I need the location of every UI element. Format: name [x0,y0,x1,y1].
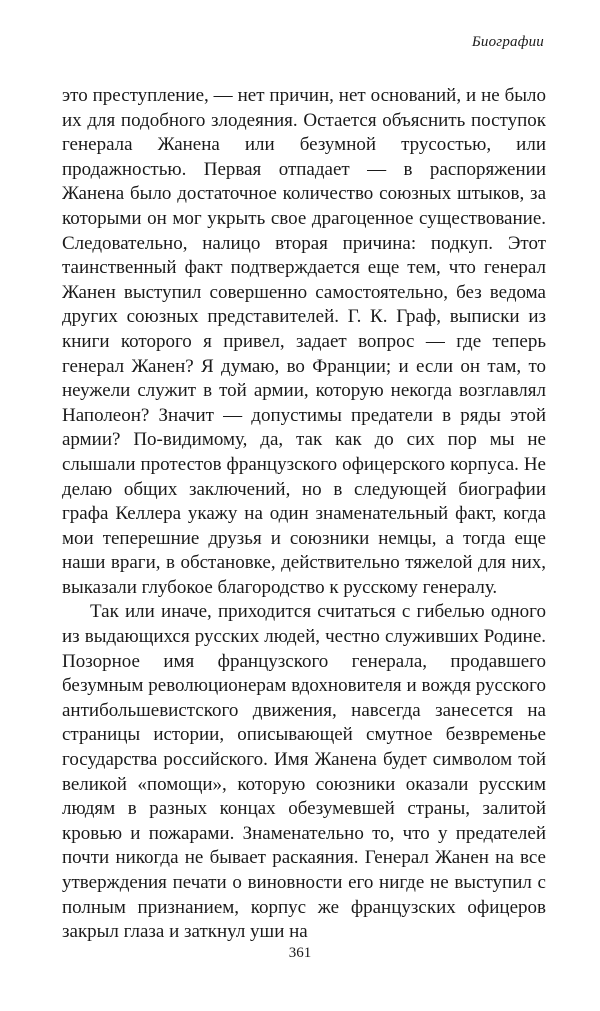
paragraph-continued: это преступление, — нет причин, нет оснований, и не было их для подобного злодеяния. Остается объяснить поступок генерала Жанена или безумной трусостью, или продажностью. Первая отпадает — в распоряжении Жанена было достаточное количество союзных штыков, за которыми он мог укрыть свое драгоценное существование. Следовательно, налицо вторая причина: подкуп. Этот таинственный факт подтверждается еще тем, что генерал Жанен выступил совершенно самостоятельно, без ведома других союзных представителей. Г. К. Граф, выписки из книги которого я привел, задает вопрос — где теперь генерал Жанен? Я думаю, во Франции; и если он там, то неужели служит в той армии, которую некогда возглавлял Наполеон? Значит — допустимы предатели в ряды этой армии? По-видимому, да, так как до сих пор мы не слышали протестов французского офицерского корпуса. Не делаю общих заключений, но в следующей биографии графа Келлера укажу на один знаменательный факт, когда мои теперешние друзья и союзники немцы, а тогда еще наши враги, в обстановке, действительно тяжелой для них, выказали глубокое благородство к русскому генералу. [62,85,546,598]
running-header: Биографии [471,34,544,50]
paragraph-new: Так или иначе, приходится считаться с гибелью одного из выдающихся русских людей, честно служивших Родине. Позорное имя французского генерала, продавшего безумным революционерам вдохновителя и вождя русского антибольшевистского движения, навсегда занесется на страницы истории, описывающей смутное безвременье государства российского. Имя Жанена будет символом той великой «помощи», которую союзники оказали русским людям в разных концах обезумевшей страны, залитой кровью и пожарами. Знаменательно то, что у предателей почти никогда не бывает раскаяния. Генерал Жанен на все утверждения печати о виновности его нигде не выступил с полным признанием, корпус же французских офицеров закрыл глаза и заткнул уши на [62,601,546,943]
page-number: 361 [288,945,312,961]
body-text [62,84,546,945]
